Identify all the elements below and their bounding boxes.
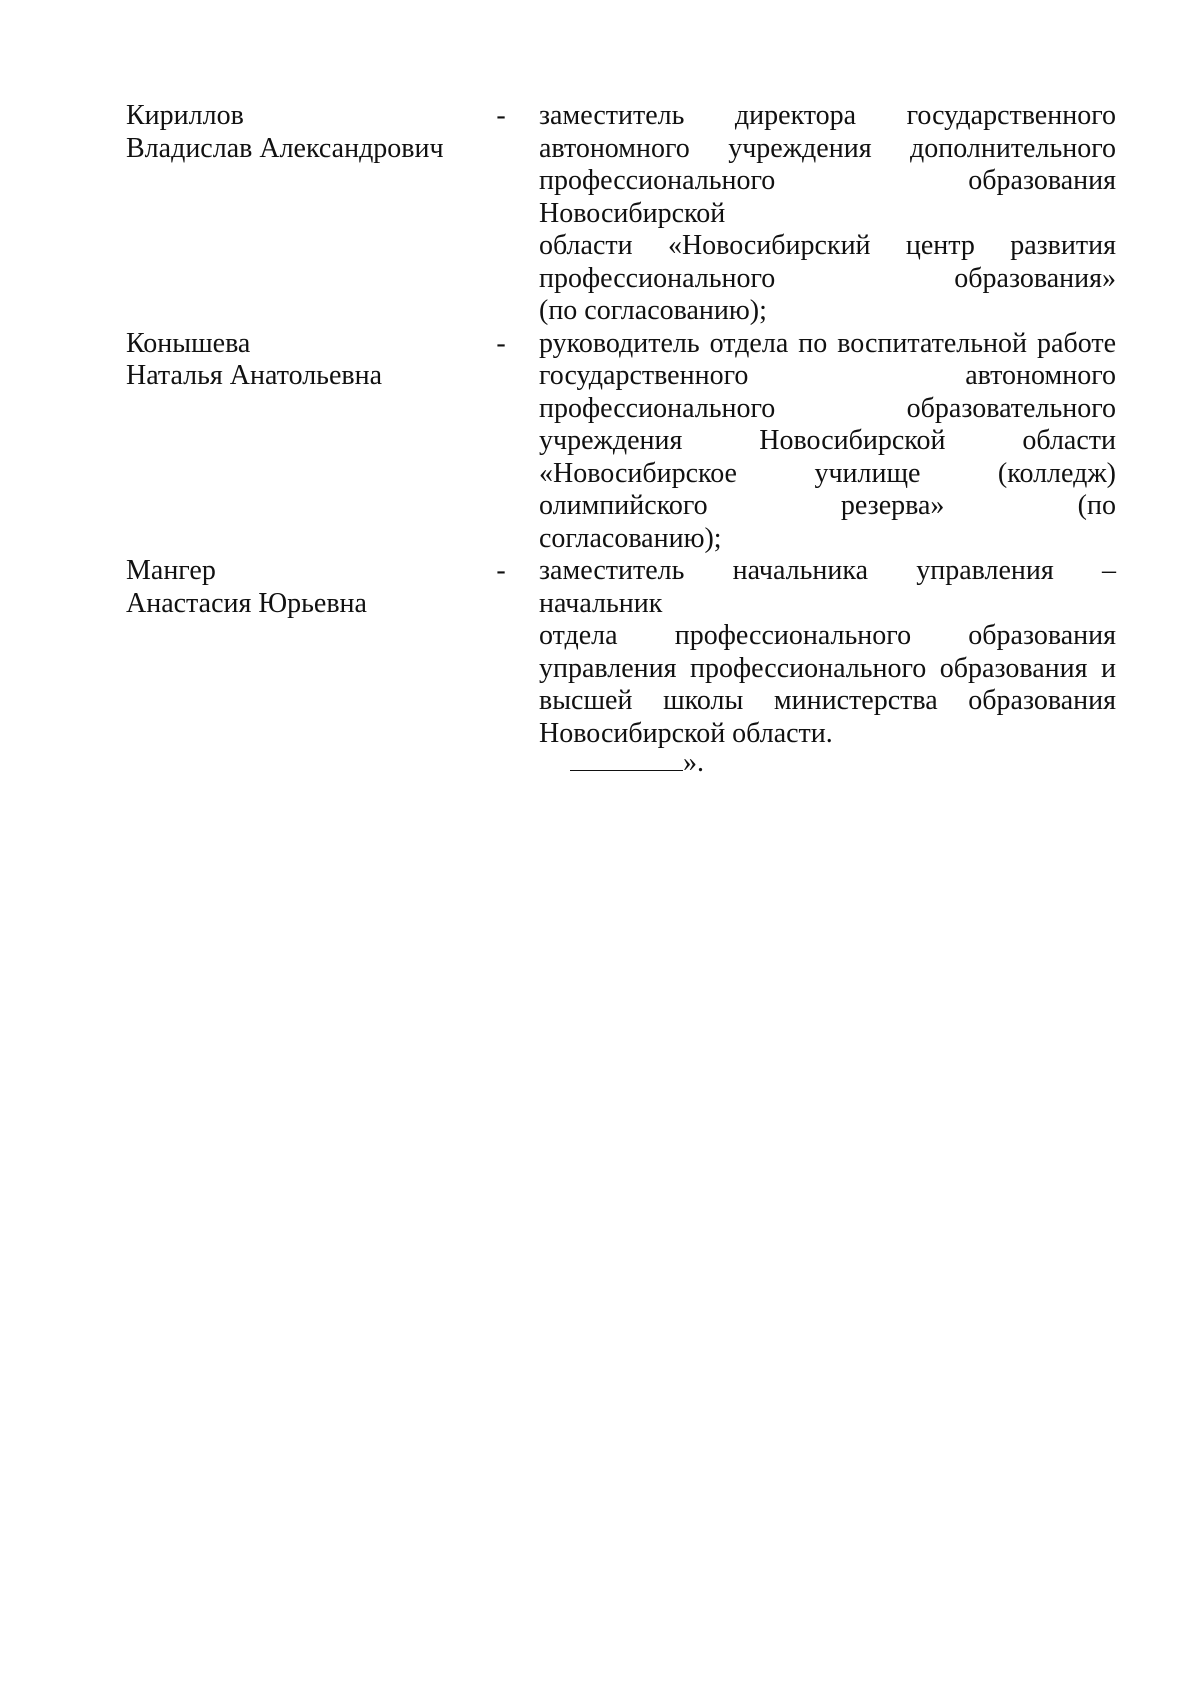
position-line: заместитель начальника управления – начальник: [539, 555, 1116, 619]
member-name: [126, 555, 461, 750]
member-given-names: Анастасия Юрьевна: [126, 587, 367, 619]
member-row-manger: [126, 555, 1116, 750]
position-line: (по согласованию);: [539, 295, 767, 326]
blank-underline: [570, 746, 683, 771]
member-position: [539, 100, 1116, 328]
member-list: [126, 100, 1116, 750]
position-line: государственного автономного: [539, 360, 1116, 391]
position-line: управления профессионального образования и: [539, 652, 1116, 684]
member-name: [126, 328, 461, 556]
position-line: олимпийского резерва» (по: [539, 490, 1116, 521]
member-given-names: Владислав Александрович: [126, 132, 444, 164]
position-line: заместитель директора государственного: [539, 100, 1116, 131]
position-line: Новосибирской области.: [539, 717, 833, 749]
member-name: [126, 100, 461, 328]
closing-quote: ».: [683, 747, 704, 778]
position-line: учреждения Новосибирской области: [539, 425, 1116, 456]
position-line: профессионального образования Новосибирской: [539, 165, 1116, 229]
position-line: руководитель отдела по воспитательной работе: [539, 327, 1116, 359]
position-line: отдела профессионального образования: [539, 620, 1116, 651]
position-line: профессионального образовательного: [539, 392, 1116, 424]
position-line: области «Новосибирский центр развития: [539, 230, 1116, 261]
position-line: «Новосибирское училище (колледж): [539, 457, 1116, 489]
position-line: профессионального образования»: [539, 262, 1116, 294]
member-row-kirillov: [126, 100, 1116, 328]
member-position: [539, 555, 1116, 750]
closing-mark: [570, 746, 704, 779]
separator-dash: -: [496, 327, 506, 359]
member-position: [539, 328, 1116, 556]
member-row-konysheva: [126, 328, 1116, 556]
member-surname: Кириллов: [126, 100, 244, 131]
member-surname: Конышева: [126, 327, 251, 359]
position-line: автономного учреждения дополнительного: [539, 132, 1116, 164]
separator-dash: -: [496, 555, 506, 586]
separator-dash: -: [496, 100, 506, 131]
position-line: высшей школы министерства образования: [539, 685, 1116, 716]
member-given-names: Наталья Анатольевна: [126, 360, 383, 391]
position-line: согласованию);: [539, 522, 722, 554]
member-surname: Мангер: [126, 555, 216, 586]
